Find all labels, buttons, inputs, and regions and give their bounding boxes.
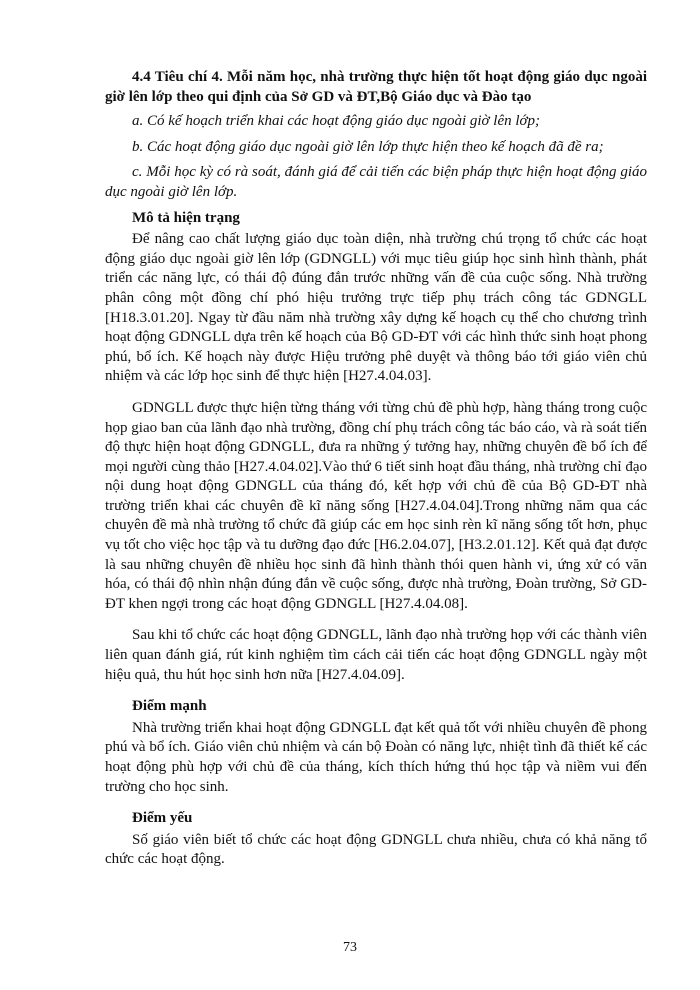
criterion-b: b. Các hoạt động giáo dục ngoài giờ lên lớp thực hiện theo kế hoạch đã đề ra;	[132, 138, 604, 155]
strengths-paragraph: Nhà trường triển khai hoạt động GDNGLL đạt kết quả tốt với nhiều chuyên đề phong phú và bổ ích. Giáo viên chủ nhiệm và cán bộ Đoàn có năng lực, nhiệt tình đã thiết kế các hoạt động phù hợp với chủ đề của tháng, kích thích hứng thú học tập và niềm vui đến trường cho học sinh.	[105, 719, 647, 795]
section-title: 4.4 Tiêu chí 4. Mỗi năm học, nhà trường thực hiện tốt hoạt động giáo dục ngoài giờ lên lớp theo qui định của Sở GD và ĐT,Bộ Giáo dục và Đào tạo	[105, 69, 647, 105]
weaknesses-paragraph: Số giáo viên biết tổ chức các hoạt động GDNGLL chưa nhiều, chưa có khả năng tổ chức các hoạt động.	[105, 831, 647, 868]
strengths-heading: Điểm mạnh	[132, 698, 207, 715]
current-state-paragraph-3: Sau khi tổ chức các hoạt động GDNGLL, lãnh đạo nhà trường họp với các thành viên liên quan đánh giá, rút kinh nghiệm tìm cách cải tiến các hoạt động GDNGLL ngày một hiệu quả, thu hút học sinh hơn nữa [H27.4.04.09].	[105, 627, 647, 683]
criterion-a: a. Có kế hoạch triển khai các hoạt động giáo dục ngoài giờ lên lớp;	[132, 113, 541, 130]
current-state-paragraph-1: Để nâng cao chất lượng giáo dục toàn diện, nhà trường chú trọng tổ chức các hoạt động giáo dục ngoài giờ lên lớp (GDNGLL) với mục tiêu giúp học sinh hình thành, phát triển các năng lực, có thái độ đúng đắn trước những vấn đề của cuộc sống. Nhà trường phân công một đồng chí phó hiệu trưởng trực tiếp phụ trách công tác GDNGLL [H18.3.01.20]. Ngay từ đầu năm nhà trường xây dựng kế hoạch cụ thể cho chương trình hoạt động GDNGLL dựa trên kế hoạch của Bộ GD-ĐT với các hình thức sinh hoạt phong phú, bổ ích. Kế hoạch này được Hiệu trưởng phê duyệt và thông báo tới giáo viên chủ nhiệm và các lớp học sinh để thực hiện [H27.4.04.03].	[105, 231, 647, 385]
criterion-c: c. Mỗi học kỳ có rà soát, đánh giá để cải tiến các biện pháp thực hiện hoạt động giáo dục ngoài giờ lên lớp.	[105, 164, 647, 200]
document-page	[105, 68, 647, 870]
page-number: 73	[343, 940, 357, 955]
current-state-paragraph-2: GDNGLL được thực hiện từng tháng với từng chủ đề phù hợp, hàng tháng trong cuộc họp giao ban của lãnh đạo nhà trường, đồng chí phụ trách công tác báo cáo, và rà soát tiến độ thực hiện hoạt động GDNGLL, đưa ra những ý tưởng hay, những chuyên đề bổ ích để mọi người cùng thảo [H27.4.04.02].Vào thứ 6 tiết sinh hoạt đầu tháng, nhà trường chỉ đạo nội dung hoạt động GDNGLL của tháng đó, kết hợp với chủ đề của Bộ GD-ĐT nhà trường triển khai các chuyên đề kĩ năng sống [H27.4.04.04].Trong những năm qua các chuyên đề mà nhà trường tổ chức đã giúp các em học sinh rèn kĩ năng sống tốt hơn, phục vụ tốt cho việc học tập và tu dưỡng đạo đức [H6.2.04.07], [H3.2.01.12]. Kết quả đạt được là sau những chuyên đề nhiều học sinh đã hình thành thói quen hành vi, ứng xử có văn hóa, có thái độ nhìn nhận đúng đắn về cuộc sống, được nhà trường, Đoàn trường, Sở GD-ĐT khen ngợi trong các hoạt động GDNGLL [H27.4.04.08].	[105, 399, 647, 612]
weaknesses-heading: Điểm yếu	[132, 810, 193, 827]
current-state-heading: Mô tả hiện trạng	[132, 209, 240, 226]
